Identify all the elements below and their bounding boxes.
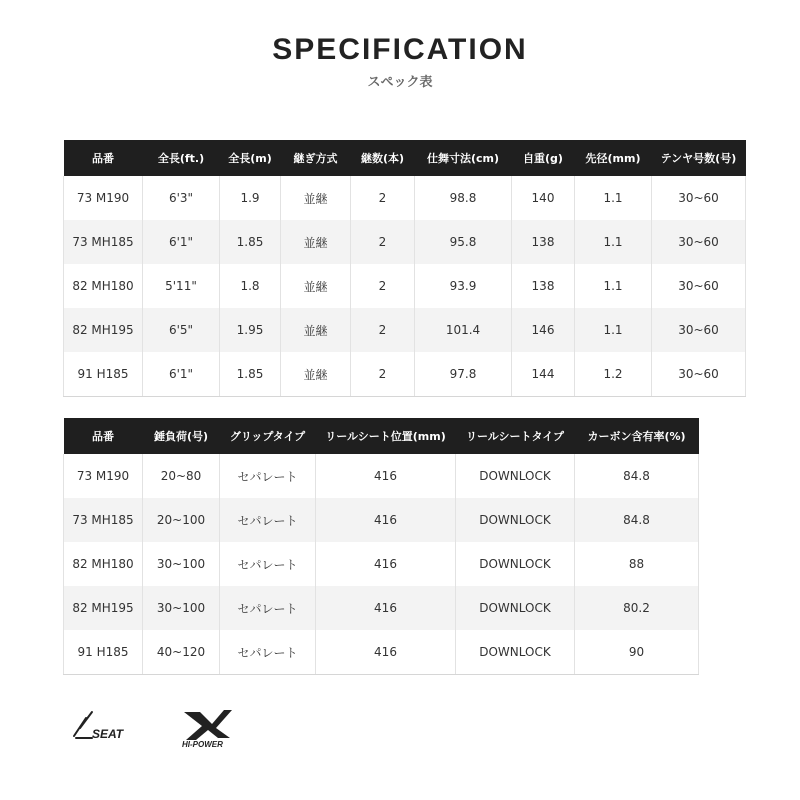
- table-cell: 2: [351, 264, 415, 308]
- table-cell: 82 MH195: [64, 308, 143, 352]
- table-cell: 1.85: [220, 352, 281, 397]
- table-cell: 73 MH185: [64, 498, 143, 542]
- table-cell: DOWNLOCK: [456, 630, 575, 675]
- table-cell: DOWNLOCK: [456, 454, 575, 498]
- column-header: 全長(m): [220, 140, 281, 176]
- table-cell: 82 MH195: [64, 586, 143, 630]
- table-header-row: [64, 418, 699, 454]
- table-cell: 73 M190: [64, 454, 143, 498]
- xseat-logo: [74, 712, 125, 741]
- column-header: リールシート位置(mm): [316, 418, 456, 454]
- table-cell: DOWNLOCK: [456, 542, 575, 586]
- table-cell: 並継: [281, 176, 351, 220]
- column-header: 品番: [64, 418, 143, 454]
- table-cell: 82 MH180: [64, 542, 143, 586]
- table-cell: 5'11": [143, 264, 220, 308]
- table-cell: セパレート: [220, 542, 316, 586]
- column-header: カーボン含有率(%): [575, 418, 699, 454]
- table-row: [64, 630, 699, 675]
- column-header: 継数(本): [351, 140, 415, 176]
- table-cell: 138: [512, 220, 575, 264]
- table-cell: 20~80: [143, 454, 220, 498]
- table-cell: 1.9: [220, 176, 281, 220]
- page-title: SPECIFICATION: [272, 33, 528, 66]
- table-cell: 95.8: [415, 220, 512, 264]
- table-cell: 146: [512, 308, 575, 352]
- table-cell: セパレート: [220, 454, 316, 498]
- table-cell: 1.95: [220, 308, 281, 352]
- table-cell: 140: [512, 176, 575, 220]
- table-cell: 73 MH185: [64, 220, 143, 264]
- table-cell: 30~60: [652, 352, 746, 397]
- table-cell: 30~60: [652, 176, 746, 220]
- table-cell: 6'5": [143, 308, 220, 352]
- table-cell: 138: [512, 264, 575, 308]
- table-cell: 1.1: [575, 308, 652, 352]
- table-cell: 並継: [281, 308, 351, 352]
- table-cell: 1.1: [575, 220, 652, 264]
- table-cell: 2: [351, 352, 415, 397]
- table-cell: 144: [512, 352, 575, 397]
- table-cell: 2: [351, 308, 415, 352]
- page-subtitle: スペック表: [367, 75, 433, 90]
- table-cell: 93.9: [415, 264, 512, 308]
- table-cell: 6'1": [143, 352, 220, 397]
- column-header: テンヤ号数(号): [652, 140, 746, 176]
- table-cell: 84.8: [575, 454, 699, 498]
- table-cell: 1.1: [575, 264, 652, 308]
- logo-strip: [72, 708, 272, 748]
- table-cell: 1.8: [220, 264, 281, 308]
- table-cell: セパレート: [220, 586, 316, 630]
- table-cell: 40~120: [143, 630, 220, 675]
- table-cell: 30~60: [652, 264, 746, 308]
- table-cell: DOWNLOCK: [456, 586, 575, 630]
- column-header: リールシートタイプ: [456, 418, 575, 454]
- table-cell: 88: [575, 542, 699, 586]
- column-header: 全長(ft.): [143, 140, 220, 176]
- table-cell: 1.1: [575, 176, 652, 220]
- column-header: グリップタイプ: [220, 418, 316, 454]
- table-cell: 6'3": [143, 176, 220, 220]
- column-header: 品番: [64, 140, 143, 176]
- table-cell: 6'1": [143, 220, 220, 264]
- table-cell: 91 H185: [64, 352, 143, 397]
- table-cell: 並継: [281, 220, 351, 264]
- column-header: 仕舞寸法(cm): [415, 140, 512, 176]
- table-cell: 並継: [281, 352, 351, 397]
- table-cell: 90: [575, 630, 699, 675]
- table-row: [64, 352, 746, 397]
- table-row: [64, 498, 699, 542]
- table-cell: 30~60: [652, 220, 746, 264]
- table-cell: 416: [316, 454, 456, 498]
- table-cell: 416: [316, 542, 456, 586]
- table-cell: 並継: [281, 264, 351, 308]
- table-cell: 30~60: [652, 308, 746, 352]
- table-cell: 97.8: [415, 352, 512, 397]
- table-cell: 80.2: [575, 586, 699, 630]
- table-row: [64, 176, 746, 220]
- table-cell: セパレート: [220, 630, 316, 675]
- spec-table-2: [63, 418, 699, 675]
- table-cell: 84.8: [575, 498, 699, 542]
- table-cell: 98.8: [415, 176, 512, 220]
- table-header-row: [64, 140, 746, 176]
- spec-table-1: [63, 140, 746, 397]
- table-row: [64, 308, 746, 352]
- table-cell: 2: [351, 220, 415, 264]
- x-hipower-logo: [182, 710, 232, 748]
- table-cell: DOWNLOCK: [456, 498, 575, 542]
- xseat-logo-text: SEAT: [92, 727, 124, 741]
- table-cell: 30~100: [143, 542, 220, 586]
- table-cell: 20~100: [143, 498, 220, 542]
- table-cell: 30~100: [143, 586, 220, 630]
- table-cell: 82 MH180: [64, 264, 143, 308]
- table-cell: 416: [316, 630, 456, 675]
- table-cell: 416: [316, 586, 456, 630]
- table-row: [64, 264, 746, 308]
- table-cell: 101.4: [415, 308, 512, 352]
- table-cell: 91 H185: [64, 630, 143, 675]
- table-cell: 416: [316, 498, 456, 542]
- table-cell: 2: [351, 176, 415, 220]
- table-cell: 73 M190: [64, 176, 143, 220]
- table-row: [64, 586, 699, 630]
- table-cell: 1.2: [575, 352, 652, 397]
- column-header: 錘負荷(号): [143, 418, 220, 454]
- column-header: 継ぎ方式: [281, 140, 351, 176]
- table-row: [64, 542, 699, 586]
- x-hipower-logo-text: HI-POWER: [182, 740, 223, 748]
- column-header: 先径(mm): [575, 140, 652, 176]
- table-cell: 1.85: [220, 220, 281, 264]
- table-cell: セパレート: [220, 498, 316, 542]
- table-row: [64, 220, 746, 264]
- column-header: 自重(g): [512, 140, 575, 176]
- table-row: [64, 454, 699, 498]
